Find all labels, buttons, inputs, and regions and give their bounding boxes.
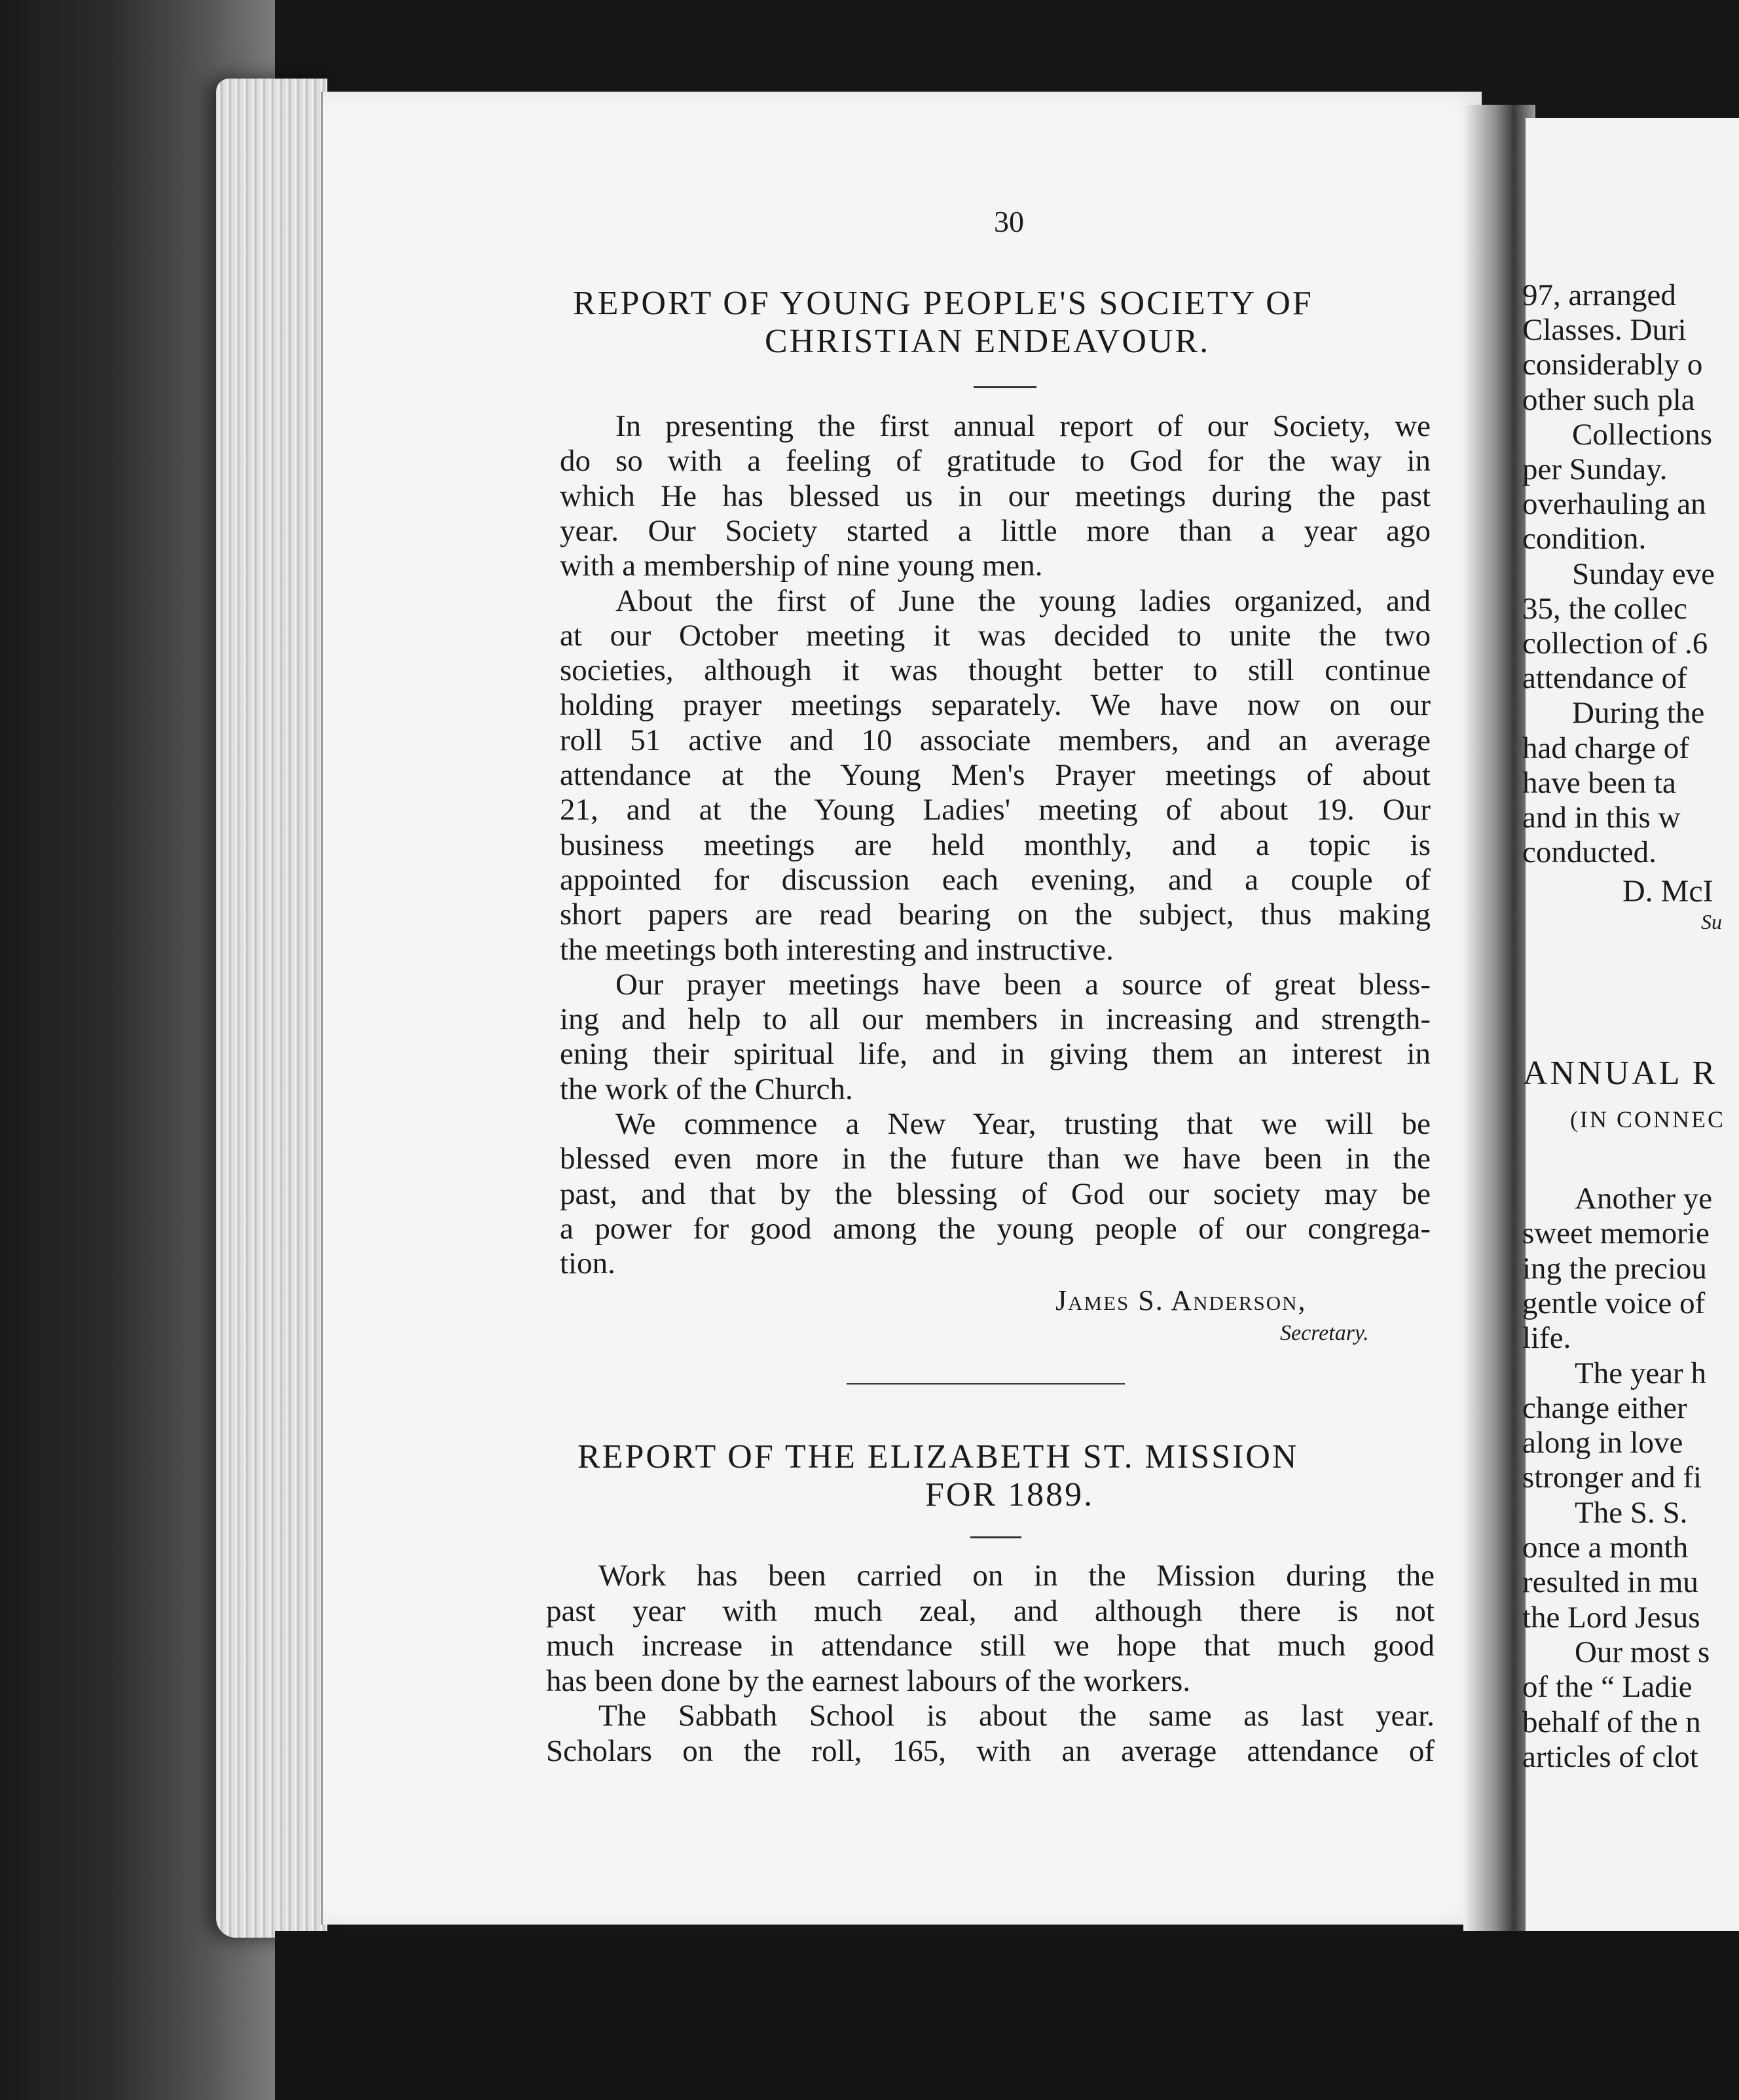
body-text-line: Work has been carried on in the Mission during the — [598, 1559, 1435, 1593]
right-text-line: per Sunday. — [1522, 452, 1668, 486]
body-text-line: which He has blessed us in our meetings during the past — [560, 479, 1431, 513]
right-text-line: collection of .6 — [1522, 626, 1708, 661]
right-text-line: of the “ Ladie — [1522, 1670, 1693, 1705]
body-text-line: ing and help to all our members in increasing and strength- — [560, 1002, 1431, 1037]
body-text-line: do so with a feeling of gratitude to God for the way in — [560, 444, 1431, 479]
right-text-line: overhauling an — [1522, 487, 1706, 522]
body-text-line: year. Our Society started a little more than a year ago — [560, 513, 1431, 548]
right-text-line: attendance of — [1522, 661, 1687, 696]
body-text-line: with a membership of nine young men. — [560, 549, 1043, 583]
right-text-line: condition. — [1522, 522, 1647, 556]
body-text-line: Scholars on the roll, 165, with an average attendance of — [546, 1733, 1435, 1768]
right-text-line: During the — [1572, 696, 1705, 731]
right-text-line: articles of clot — [1522, 1739, 1698, 1774]
right-text-line: Another ye — [1575, 1182, 1713, 1216]
right-text-line: life. — [1522, 1321, 1571, 1356]
book-page-edges — [216, 79, 327, 1938]
right-text-line: resulted in mu — [1522, 1565, 1698, 1600]
body-text-line: business meetings are held monthly, and a topic is — [560, 827, 1431, 862]
right-text-line: The S. S. — [1575, 1495, 1688, 1530]
body-text-line: at our October meeting it was decided to unite the two — [560, 618, 1431, 653]
body-text-line: roll 51 active and 10 associate members, and an average — [560, 723, 1431, 757]
body-text-line: 21, and at the Young Ladies' meeting of about 19. Our — [560, 793, 1431, 827]
right-text-line: the Lord Jesus — [1522, 1600, 1700, 1635]
body-text-line: In presenting the first annual report of our Society, we — [615, 409, 1431, 443]
right-text-line: had charge of — [1522, 731, 1689, 765]
body-text-line: holding prayer meetings separately. We have now on our — [560, 688, 1431, 723]
body-text-line: We commence a New Year, trusting that we will be — [615, 1107, 1431, 1141]
section1-signature-title: Secretary. — [1280, 1321, 1369, 1345]
body-text-line: The Sabbath School is about the same as last year. — [598, 1699, 1435, 1733]
section1-signature-name: James S. Anderson, — [1055, 1284, 1307, 1316]
body-text-line: tion. — [560, 1246, 615, 1281]
right-text-line: Classes. Duri — [1522, 313, 1687, 348]
body-text-line: societies, although it was thought better to still continue — [560, 653, 1431, 688]
right-signature-title: Su — [1701, 910, 1722, 933]
body-text-line: appointed for discussion each evening, and a couple of — [560, 862, 1431, 897]
right-heading: ANNUAL R — [1523, 1055, 1718, 1092]
body-text-line: much increase in attendance still we hope that much good — [546, 1629, 1435, 1663]
body-text-line: blessed even more in the future than we have been in the — [560, 1142, 1431, 1176]
right-text-line: Collections — [1572, 417, 1713, 452]
right-text-line: gentle voice of — [1522, 1286, 1706, 1320]
body-text-line: has been done by the earnest labours of the workers. — [546, 1663, 1191, 1698]
section1-title-line2: CHRISTIAN ENDEAVOUR. — [765, 323, 1211, 360]
right-text-line: 97, arranged — [1522, 278, 1676, 312]
section2-title-rule — [970, 1536, 1021, 1538]
body-text-line: the meetings both interesting and instructive. — [560, 932, 1114, 967]
page-number: 30 — [994, 205, 1024, 238]
right-text-line: and in this w — [1522, 801, 1681, 835]
right-text-line: stronger and fi — [1522, 1460, 1702, 1495]
right-subheading: (IN CONNEC — [1570, 1106, 1725, 1132]
right-text-line: once a month — [1522, 1530, 1689, 1565]
body-text-line: short papers are read bearing on the subject, thus making — [560, 897, 1431, 932]
section2-title-line1: REPORT OF THE ELIZABETH ST. MISSION — [577, 1438, 1299, 1475]
right-text-line: behalf of the n — [1522, 1705, 1701, 1739]
section1-title-line1: REPORT OF YOUNG PEOPLE'S SOCIETY OF — [573, 285, 1313, 322]
section1-title-rule — [974, 386, 1036, 388]
right-text-line: ing the preciou — [1522, 1251, 1707, 1286]
right-text-line: The year h — [1575, 1356, 1706, 1390]
body-text-line: attendance at the Young Men's Prayer meetings of about — [560, 758, 1431, 792]
body-text-line: past year with much zeal, and although there is not — [546, 1593, 1435, 1628]
right-text-line: other such pla — [1522, 382, 1695, 417]
right-text-line: Sunday eve — [1572, 556, 1715, 591]
body-text-line: ening their spiritual life, and in giving them an interest in — [560, 1037, 1431, 1072]
right-text-line: sweet memorie — [1522, 1216, 1710, 1251]
body-text-line: the work of the Church. — [560, 1072, 853, 1106]
body-text-line: past, and that by the blessing of God our society may be — [560, 1176, 1431, 1211]
right-text-line: 35, the collec — [1522, 591, 1687, 626]
body-text-line: Our prayer meetings have been a source of great bless- — [615, 967, 1431, 1002]
section2-title-line2: FOR 1889. — [925, 1476, 1095, 1513]
section-divider — [847, 1383, 1125, 1385]
body-text-line: About the first of June the young ladies organized, and — [615, 583, 1431, 618]
right-signature-name: D. McI — [1622, 874, 1713, 909]
right-text-line: Our most s — [1575, 1635, 1710, 1669]
right-text-line: conducted. — [1522, 835, 1657, 870]
bottom-shadow — [275, 1931, 1739, 2100]
right-text-line: have been ta — [1522, 765, 1676, 800]
body-text-line: a power for good among the young people of our congrega- — [560, 1211, 1431, 1246]
right-text-line: considerably o — [1522, 348, 1703, 382]
right-text-line: along in love — [1522, 1426, 1683, 1460]
right-text-line: change either — [1522, 1390, 1687, 1425]
